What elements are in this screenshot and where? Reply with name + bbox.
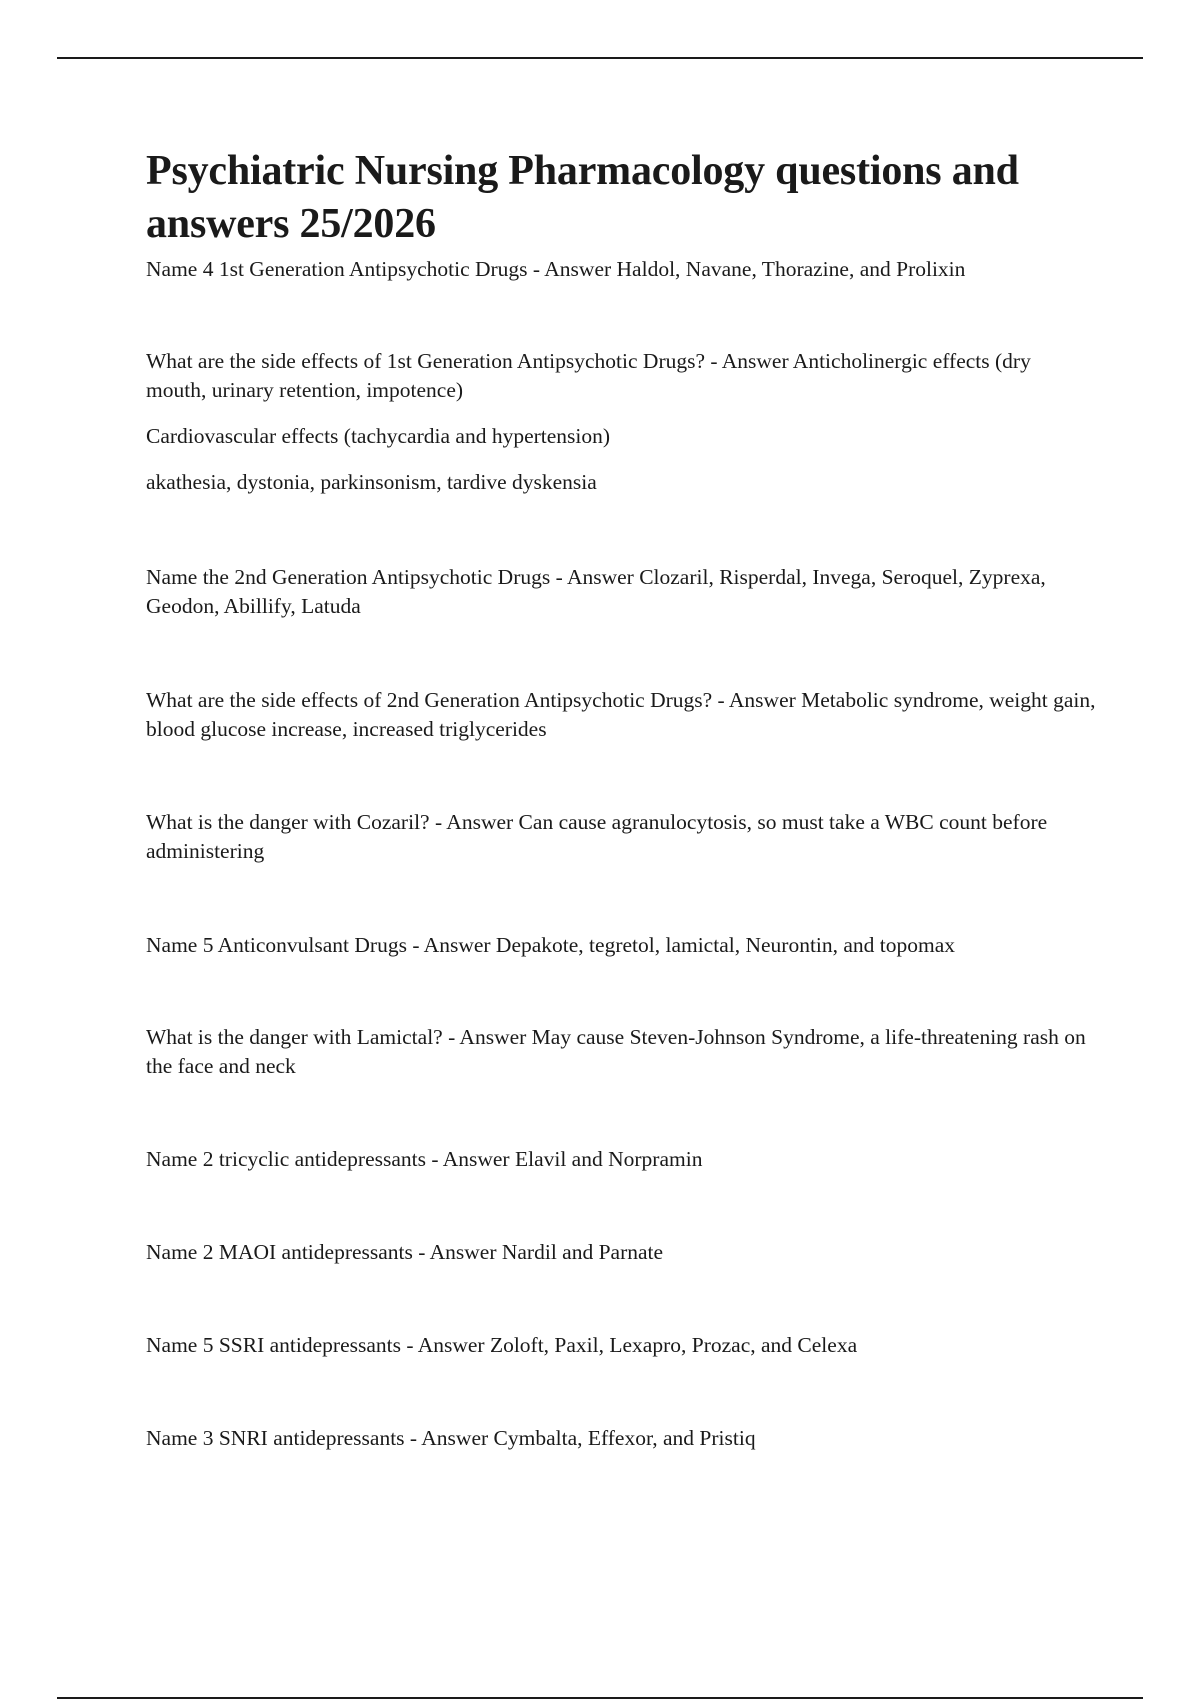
qa-item-8 — [146, 1145, 1096, 1174]
qa-item-11 — [146, 1424, 1096, 1453]
qa-item-10 — [146, 1331, 1096, 1360]
qa-text: Name 2 MAOI antidepressants - Answer Nardil and Parnate — [146, 1240, 664, 1264]
qa-text: Name 5 Anticonvulsant Drugs - Answer Depakote, tegretol, lamictal, Neurontin, and topomax — [146, 933, 956, 957]
top-rule — [57, 57, 1143, 59]
qa-text: Name 5 SSRI antidepressants - Answer Zoloft, Paxil, Lexapro, Prozac, and Celexa — [146, 1333, 858, 1357]
qa-item-3 — [146, 563, 1096, 621]
qa-text: What is the danger with Cozaril? - Answer Can cause agranulocytosis, so must take a WBC count before administering — [146, 810, 1048, 863]
qa-text: What are the side effects of 1st Generation Antipsychotic Drugs? - Answer Anticholinergic effects (dry mouth, urinary retention, impotence) — [146, 349, 1031, 402]
bottom-rule — [57, 1697, 1143, 1699]
qa-text: Cardiovascular effects (tachycardia and hypertension) — [146, 424, 611, 448]
qa-text: What is the danger with Lamictal? - Answer May cause Steven-Johnson Syndrome, a life-threatening rash on the face and neck — [146, 1025, 1086, 1078]
document-body — [146, 145, 1096, 1450]
qa-text: Name the 2nd Generation Antipsychotic Drugs - Answer Clozaril, Risperdal, Invega, Seroquel, Zyprexa, Geodon, Abillify, Latuda — [146, 565, 1046, 618]
qa-item-1 — [146, 255, 1096, 284]
qa-item-2 — [146, 347, 1096, 497]
qa-text: Name 2 tricyclic antidepressants - Answer Elavil and Norpramin — [146, 1147, 703, 1171]
qa-item-9 — [146, 1238, 1096, 1267]
qa-item-4 — [146, 686, 1096, 744]
qa-item-5 — [146, 808, 1096, 866]
qa-text: akathesia, dystonia, parkinsonism, tardive dyskensia — [146, 470, 597, 494]
qa-item-6 — [146, 931, 1096, 960]
qa-text: Name 4 1st Generation Antipsychotic Drugs - Answer Haldol, Navane, Thorazine, and Prolixin — [146, 257, 966, 281]
qa-text: What are the side effects of 2nd Generation Antipsychotic Drugs? - Answer Metabolic syndrome, weight gain, blood glucose increase, increased triglycerides — [146, 688, 1096, 741]
document-title: Psychiatric Nursing Pharmacology questions and answers 25/2026 — [146, 148, 1019, 247]
qa-text: Name 3 SNRI antidepressants - Answer Cymbalta, Effexor, and Pristiq — [146, 1426, 756, 1450]
qa-item-7 — [146, 1023, 1096, 1081]
